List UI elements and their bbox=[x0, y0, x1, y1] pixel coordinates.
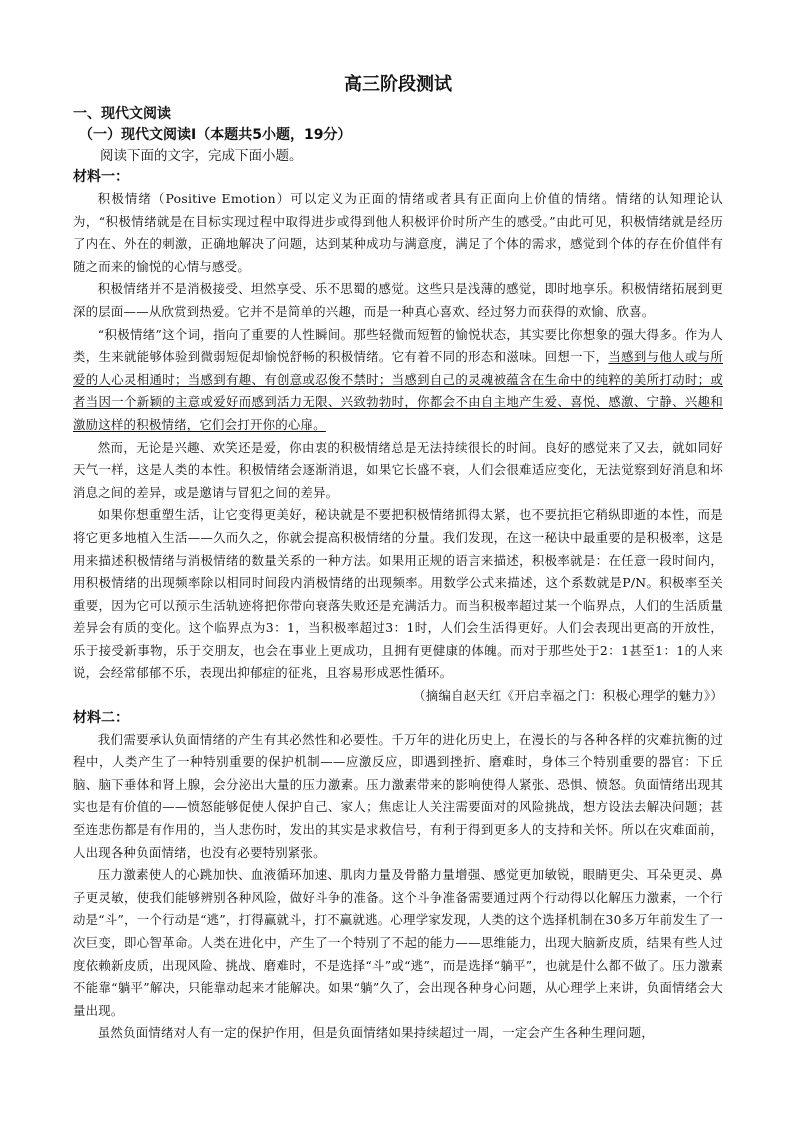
material-2-paragraph-1: 我们需要承认负面情绪的产生有其必然性和必要性。千万年的进化历史上，在漫长的与各种各样的灾难抗衡的过程中，人类产生了一种特别重要的保护机制——应激反应，即遇到挫折、磨难时，身体三个特别重要的器官：下丘脑、脑下垂体和肾上腺，会分泌出大量的压力激素。压力激素带来的影响使得人紧张、恐惧、愤怒。负面情绪出现其实也是有价值的——愤怒能够促使人保护自己、家人；焦虑让人关注需要面对的风险挑战，想方设法去解决问题；甚至连悲伤都是有作用的，当人悲伤时，发出的其实是求救信号，有利于得到更多人的支持和关怀。所以在灾难面前，人出现各种负面情绪，也没有必要特别紧张。 bbox=[73, 731, 723, 860]
paragraph-text: “积极情绪”这个词，指向了重要的人性瞬间。那些轻微而短暂的愉悦状态，其实要比你想象的强大得多。作为人类，生来就能够体验到微弱短促却愉悦舒畅的积极情绪。它有着不同的形态和滋味。回想一下， bbox=[73, 326, 723, 365]
material-2-paragraph-2: 压力激素使人的心跳加快、血液循环加速、肌肉力量及骨骼力量增强、感觉更加敏锐，眼睛更尖、耳朵更灵、鼻子更灵敏，使我们能够辨别各种风险，做好斗争的准备。这个斗争准备需要通过两个行动得以化解压力激素，一个行动是“斗”，一个行动是“逃”，打得赢就斗，打不赢就逃。心理学家发现，人类的这个选择机制在30多万年前发生了一次巨变，即心智革命。人类在进化中，产生了一个特别了不起的能力——思维能力，出现大脑新皮质，结果有些人过度依赖新皮质，出现风险、挑战、磨难时，不是选择“斗”或“逃”，而是选择“躺平”，也就是什么都不做了。压力激素不能靠“躺平”解决，只能靠动起来才能解决。如果“躺”久了，会出现各种身心问题，从心理学上来讲，负面情绪会大量出现。 bbox=[73, 867, 723, 1018]
underlined-passage: 当感到与他人或与所爱的人心灵相通时；当感到有趣、有创意或忍俊不禁时；当感到自己的灵魂被蕴含在生命中的纯粹的美所打动时；或者当因一个新颖的主意或爱好而感到活力无限、兴致勃勃时，你都会不由自主地产生爱、喜悦、感激、宁静、兴趣和激励这样的积极情绪，它们会打开你的心扉。 bbox=[73, 349, 724, 432]
section-heading: 一、现代文阅读 bbox=[73, 106, 171, 122]
material-2-paragraph-3: 虽然负面情绪对人有一定的保护作用，但是负面情绪如果持续超过一周，一定会产生各种生理问题， bbox=[97, 1025, 654, 1041]
material-1-paragraph-1: 积极情绪（Positive Emotion）可以定义为正面的情绪或者具有正面向上价值的情绪。情绪的认知理论认为，“积极情绪就是在目标实现过程中取得进步或得到他人积极评价时所产生的感受。”由此可见，积极情绪就是经历了内在、外在的刺激，正确地解决了问题，达到某种成功与满意度，满足了个体的需求，感觉到个体的存在价值伴有随之而来的愉悦的心情与感受。 bbox=[73, 191, 723, 274]
material-1-label: 材料一： bbox=[73, 169, 129, 185]
material-1-paragraph-5: 如果你想重塑生活，让它变得更美好，秘诀就是不要把积极情绪抓得太紧，也不要抗拒它稍纵即逝的本性，而是将它更多地植入生活——久而久之，你就会提高积极情绪的分量。我们发现，在这一秘诀中最重要的是积极率，这是用来描述积极情绪与消极情绪的数量关系的一种方法。如果用正规的语言来描述，积极率就是：在任意一段时间内，用积极情绪的出现频率除以相同时间段内消极情绪的出现频率。用数学公式来描述，这个系数就是P/N。积极率至关重要，因为它可以预示生活轨迹将把你带向衰落失败还是充满活力。而当积极率超过某一个临界点，人们的生活质量差异会有质的变化。这个临界点为3：1，当积极率超过3：1时，人们会生活得更好。人们会表现出更高的开放性，乐于接受新事物，乐于交朋友，也会在事业上更成功，且拥有更健康的体魄。而对于那些处于2：1甚至1：1的人来说，会经常郁郁不乐，表现出抑郁症的征兆，且容易形成恶性循环。 bbox=[73, 507, 723, 681]
material-2-label: 材料二： bbox=[73, 709, 129, 726]
material-1-paragraph-2: 积极情绪并不是消极接受、坦然享受、乐不思蜀的感觉。这些只是浅薄的感觉，即时地享乐。积极情绪拓展到更深的层面——从欣赏到热爱。它并不是简单的兴趣，而是一种真心喜欢、经过努力而获得的欢愉、欣喜。 bbox=[73, 281, 723, 319]
instruction-text: 阅读下面的文字，完成下面小题。 bbox=[100, 148, 303, 164]
subsection-heading: （一）现代文阅读Ⅰ（本题共5小题，19分） bbox=[79, 127, 352, 143]
page-title: 高三阶段测试 bbox=[344, 74, 452, 95]
material-1-paragraph-3 bbox=[73, 324, 723, 437]
source-citation: （摘编自赵天红《开启幸福之门：积极心理学的魅力》） bbox=[413, 688, 723, 704]
material-1-paragraph-4: 然而，无论是兴趣、欢笑还是爱，你由衷的积极情绪总是无法持续很长的时间。良好的感觉来了又去，就如同好天气一样，这是人类的本性。积极情绪会逐渐消退，如果它长盛不衰，人们会很难适应变化，无法觉察到好消息和坏消息之间的差异，或是邀请与冒犯之间的差异。 bbox=[73, 439, 723, 500]
document-page bbox=[73, 72, 723, 1045]
